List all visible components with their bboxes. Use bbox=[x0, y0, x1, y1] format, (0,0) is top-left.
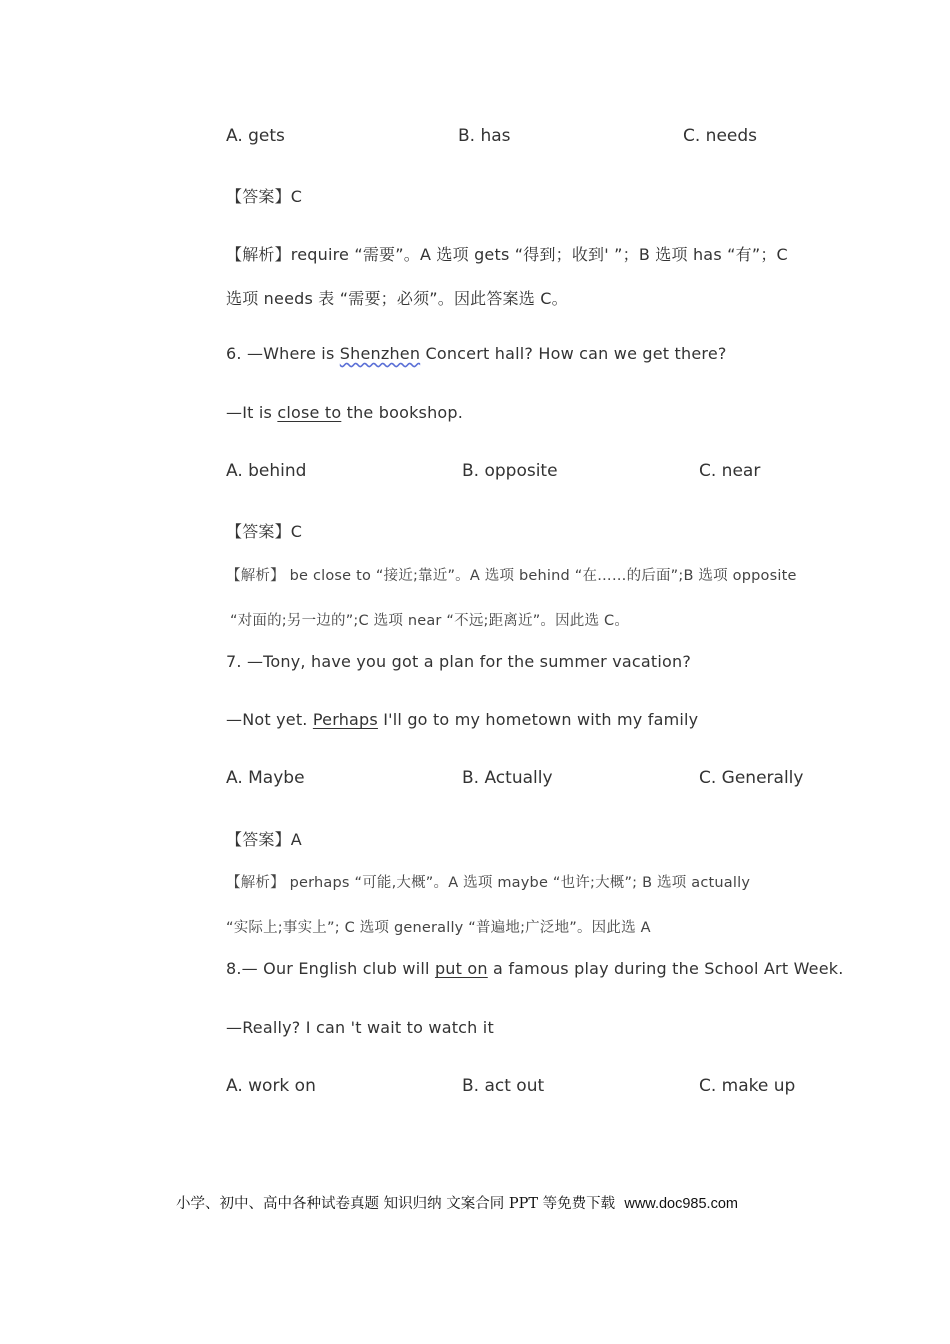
q6-response bbox=[226, 403, 463, 422]
q6-answer: 【答案】C bbox=[226, 522, 303, 541]
q8-option-b: B. act out bbox=[462, 1076, 545, 1096]
q6-option-b: B. opposite bbox=[462, 461, 558, 481]
q5-option-b: B. has bbox=[458, 126, 511, 146]
q7-option-b: B. Actually bbox=[462, 768, 553, 788]
q7-option-c: C. Generally bbox=[699, 768, 804, 788]
q6-option-c: C. near bbox=[699, 461, 761, 481]
q8-question-underlined: put on bbox=[434, 959, 488, 978]
q5-option-a: A. gets bbox=[226, 126, 285, 146]
q6-analysis-line1: 【解析】 be close to “接近;靠近”。A 选项 behind “在……的后面”;B 选项 opposite bbox=[226, 568, 797, 584]
footer-text: 小学、初中、高中各种试卷真题 知识归纳 文案合同 PPT 等免费下载 bbox=[176, 1196, 616, 1212]
q6-response-underlined: close to bbox=[277, 403, 342, 422]
q7-option-a: A. Maybe bbox=[226, 768, 305, 788]
q8-question-prefix: 8.— Our English club will bbox=[226, 959, 435, 978]
q6-question-prefix: 6. —Where is bbox=[226, 344, 340, 363]
q5-option-c: C. needs bbox=[683, 126, 758, 146]
q7-response-suffix: I'll go to my hometown with my family bbox=[377, 710, 699, 729]
q8-question bbox=[226, 959, 844, 978]
q6-analysis-line2: “对面的;另一边的”;C 选项 near “不远;距离近”。因此选 C。 bbox=[230, 613, 630, 629]
q7-response-prefix: —Not yet. bbox=[226, 710, 313, 729]
q6-question-wavy-word: Shenzhen bbox=[339, 344, 421, 363]
q6-response-prefix: —It is bbox=[226, 403, 278, 422]
q7-analysis-line1: 【解析】 perhaps “可能,大概”。A 选项 maybe “也许;大概”; B 选项 actually bbox=[226, 875, 751, 891]
q7-question: 7. —Tony, have you got a plan for the summer vacation? bbox=[226, 652, 692, 671]
q6-question-suffix: Concert hall? How can we get there? bbox=[420, 344, 727, 363]
q8-response: —Really? I can 't wait to watch it bbox=[226, 1018, 494, 1037]
footer-url[interactable]: www.doc985.com bbox=[624, 1196, 738, 1212]
q6-question bbox=[226, 344, 727, 363]
q7-answer: 【答案】A bbox=[226, 830, 302, 849]
page-footer bbox=[176, 1192, 738, 1213]
q5-analysis-line1: 【解析】require “需要”。A 选项 gets “得到；收到' ”；B 选项 has “有”；C bbox=[226, 245, 788, 264]
q5-answer: 【答案】C bbox=[226, 187, 303, 206]
q7-response bbox=[226, 710, 698, 729]
q6-option-a: A. behind bbox=[226, 461, 307, 481]
q6-response-suffix: the bookshop. bbox=[341, 403, 464, 422]
q7-response-underlined: Perhaps bbox=[312, 710, 378, 729]
q5-analysis-line2: 选项 needs 表 “需要；必须”。因此答案选 C。 bbox=[226, 289, 568, 308]
q8-question-suffix: a famous play during the School Art Week. bbox=[487, 959, 844, 978]
q8-option-c: C. make up bbox=[699, 1076, 796, 1096]
q7-analysis-line2: “实际上;事实上”; C 选项 generally “普遍地;广泛地”。因此选 A bbox=[226, 920, 651, 936]
q8-option-a: A. work on bbox=[226, 1076, 316, 1096]
